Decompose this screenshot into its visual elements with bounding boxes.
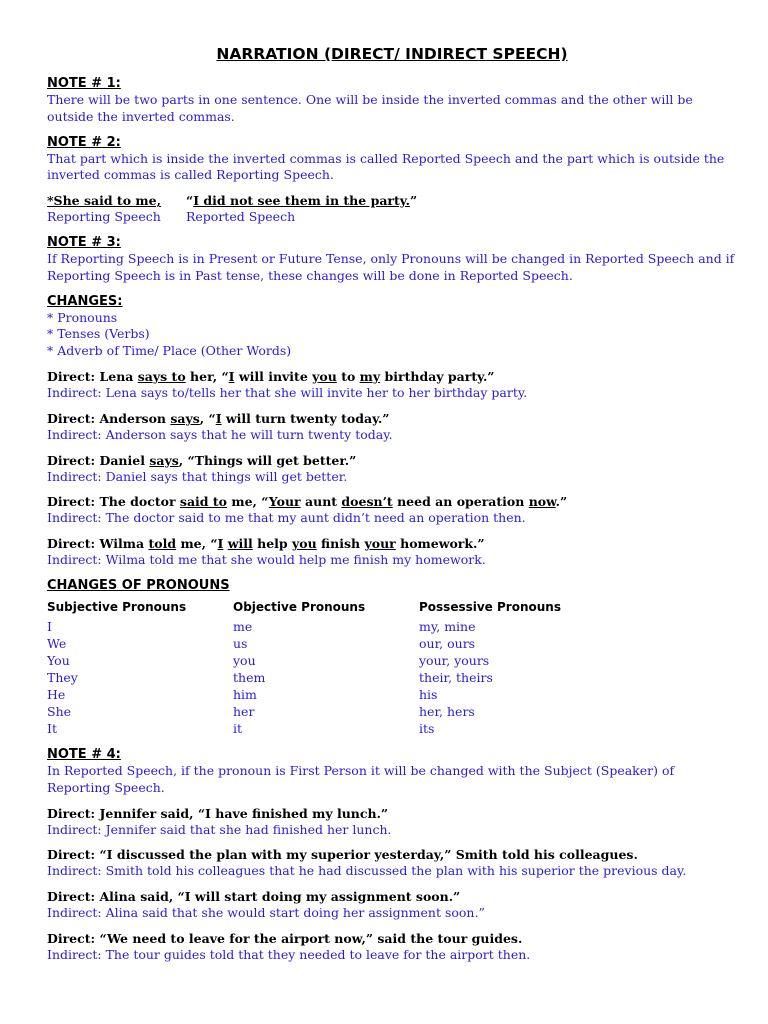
table-cell: She [47, 703, 72, 719]
table-row [47, 653, 619, 670]
reported-speech-example: “I did not see them in the party.” [186, 193, 418, 209]
direct-sentence: Direct: Daniel says, “Things will get better.” [47, 452, 357, 468]
note-1-label: NOTE # 1: [47, 76, 121, 91]
indirect-sentence: Indirect: Anderson says that he will turn twenty today. [47, 426, 393, 442]
page-title: NARRATION (DIRECT/ INDIRECT SPEECH) [216, 45, 568, 63]
indirect-sentence: Indirect: Smith told his colleagues that he had discussed the plan with his superior the previous day. [47, 863, 687, 879]
note-4-text: In Reported Speech, if the pronoun is First Person it will be changed with the Subject (Speaker) of Reporting Speech. [47, 762, 675, 795]
reporting-speech-label: Reporting Speech [47, 209, 161, 225]
table-cell: our, ours [419, 635, 476, 651]
changes-item: * Tenses (Verbs) [47, 326, 150, 342]
note-4 [47, 746, 737, 797]
example-pair [47, 805, 737, 839]
changes-item: * Pronouns [47, 309, 118, 325]
column-header: Subjective Pronouns [47, 599, 187, 614]
table-cell: I [47, 618, 52, 634]
example-pair [47, 410, 737, 444]
table-cell: you [233, 652, 256, 668]
note-1 [47, 75, 737, 126]
example-pair [47, 493, 737, 527]
table-cell: her, hers [419, 703, 475, 719]
table-cell: It [47, 720, 57, 736]
pronoun-changes-section [47, 577, 737, 738]
column-header: Objective Pronouns [233, 599, 366, 614]
note-2-text: That part which is inside the inverted commas is called Reported Speech and the part which is outside the inverted commas is called Reporting Speech. [47, 150, 725, 183]
table-cell: my, mine [419, 618, 476, 634]
changes-section [47, 293, 737, 360]
indirect-sentence: Indirect: The tour guides told that they needed to leave for the airport then. [47, 946, 531, 962]
changes-item: * Adverb of Time/ Place (Other Words) [47, 343, 292, 359]
indirect-sentence: Indirect: Lena says to/tells her that she will invite her to her birthday party. [47, 384, 528, 400]
table-cell: its [419, 720, 435, 736]
column-header: Possessive Pronouns [419, 599, 561, 614]
table-row [47, 721, 619, 738]
table-cell: me [233, 618, 253, 634]
indirect-sentence: Indirect: Jennifer said that she had finished her lunch. [47, 821, 392, 837]
table-cell: your, yours [419, 652, 490, 668]
table-cell: his [419, 686, 438, 702]
note-3 [47, 234, 737, 285]
note-4-label: NOTE # 4: [47, 746, 121, 762]
table-cell: We [47, 635, 67, 651]
direct-sentence: Direct: Jennifer said, “I have finished my lunch.” [47, 805, 389, 821]
direct-sentence: Direct: “I discussed the plan with my superior yesterday,” Smith told his colleagues. [47, 847, 638, 863]
direct-sentence: Direct: Lena says to her, “I will invite you to my birthday party.” [47, 368, 495, 384]
direct-sentence: Direct: Anderson says, “I will turn twenty today.” [47, 410, 390, 426]
table-header-row [47, 600, 619, 619]
direct-sentence: Direct: The doctor said to me, “Your aunt doesn’t need an operation now.” [47, 494, 568, 510]
table-row [47, 619, 619, 636]
table-cell: us [233, 635, 248, 651]
table-cell: He [47, 686, 66, 702]
pronoun-table [47, 600, 619, 738]
table-row [47, 687, 619, 704]
changes-label: CHANGES: [47, 293, 123, 309]
example-pair [47, 846, 737, 880]
note-1-text: There will be two parts in one sentence. One will be inside the inverted commas and the other will be outside the inverted commas. [47, 92, 693, 124]
table-cell: You [47, 652, 70, 668]
table-cell: him [233, 686, 257, 702]
reporting-speech-example: *She said to me, [47, 193, 161, 209]
pronoun-changes-label: CHANGES OF PRONOUNS [47, 577, 230, 593]
table-cell: They [47, 669, 78, 685]
indirect-sentence: Indirect: Wilma told me that she would help me finish my homework. [47, 552, 486, 568]
direct-sentence: Direct: “We need to leave for the airport now,” said the tour guides. [47, 930, 523, 946]
note-2-label: NOTE # 2: [47, 134, 121, 150]
speech-parts-example [47, 192, 737, 226]
direct-sentence: Direct: Wilma told me, “I will help you finish your homework.” [47, 536, 485, 552]
direct-sentence: Direct: Alina said, “I will start doing my assignment soon.” [47, 889, 461, 905]
document-page [47, 43, 737, 972]
note-3-label: NOTE # 3: [47, 234, 121, 250]
table-cell: her [233, 703, 255, 719]
table-row [47, 636, 619, 653]
example-pair [47, 535, 737, 569]
example-pair [47, 930, 737, 964]
indirect-sentence: Indirect: Daniel says that things will get better. [47, 468, 348, 484]
indirect-sentence: Indirect: Alina said that she would start doing her assignment soon.” [47, 905, 485, 921]
table-cell: it [233, 720, 243, 736]
example-pair [47, 368, 737, 402]
table-cell: them [233, 669, 266, 685]
table-row [47, 704, 619, 721]
table-row [47, 670, 619, 687]
note-3-text: If Reporting Speech is in Present or Future Tense, only Pronouns will be changed in Reported Speech and if Reporting Speech is in Past tense, these changes will be done in Reported Speech. [47, 250, 735, 283]
note-2 [47, 134, 737, 185]
example-pair [47, 452, 737, 486]
reported-speech-label: Reported Speech [186, 209, 296, 225]
indirect-sentence: Indirect: The doctor said to me that my aunt didn’t need an operation then. [47, 510, 526, 526]
table-cell: their, theirs [419, 669, 493, 685]
example-pair [47, 888, 737, 922]
